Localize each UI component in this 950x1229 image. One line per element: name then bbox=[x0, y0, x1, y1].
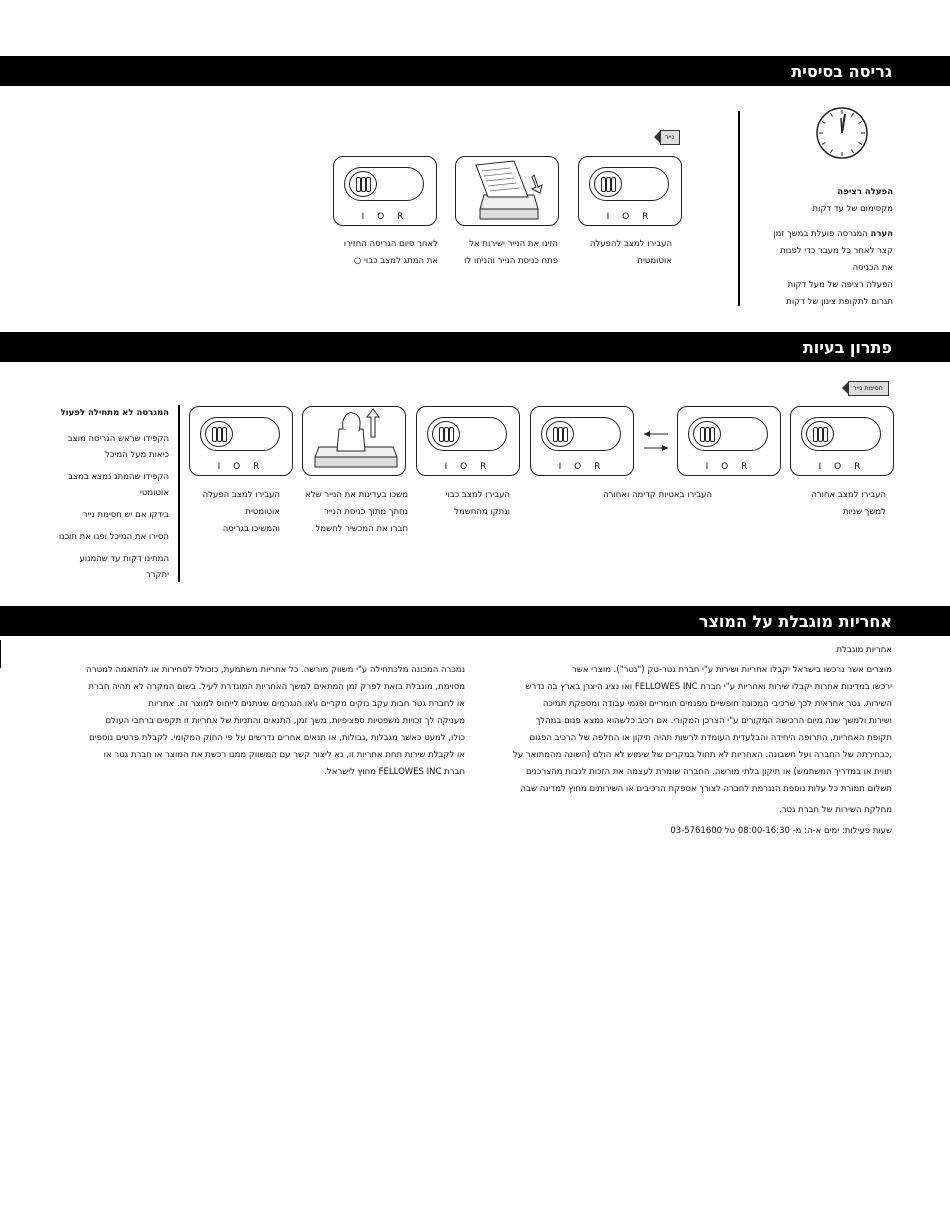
section-title-warranty: אחריות מוגבלת על המוצר bbox=[698, 612, 892, 631]
switch-pill bbox=[688, 417, 768, 451]
shredder-feed-icon bbox=[456, 157, 556, 223]
switch-knob bbox=[546, 421, 574, 447]
trouble-step-caption-2: העבירו באטיות קדימה ואחורה bbox=[603, 490, 712, 500]
switch-label: I O R bbox=[444, 462, 492, 472]
left-edge-mark bbox=[0, 640, 1, 668]
cooldown-line: תגרום לתקופת צינון של דקות bbox=[786, 297, 893, 307]
service-dept: מחלקת השירות של חברת גטר. bbox=[779, 805, 892, 815]
back-forth-arrows-icon bbox=[640, 426, 672, 456]
switch-off-unplug-illustration bbox=[416, 406, 520, 476]
switch-pill bbox=[541, 417, 621, 451]
basic-step-caption-1: העבירו למצב להפעלה אוטומטית bbox=[589, 239, 672, 266]
switch-knob bbox=[205, 421, 233, 447]
switch-knob bbox=[349, 171, 377, 197]
switch-knob bbox=[693, 421, 721, 447]
warranty-text-right: מוצרים אשר נרכשו בישראל יקבלו אחריות ושירות ע"י חברת גטר-טק ("גטר"). מוצרי אשר ירכשו במדינות אחרות יקבלו שירות ואחריות ע"י חברת FELLOWES INC ואו נציג היצרן בארץ בה נדרש השירות. גטר אחראית לכך שרכיבי המכונה חופשיים מפגמים חומריים ופגמי עבודה ומספקת תמיכה ושירות ולמשך שנה מיום הרכישה המקורים ע"י הצרכן המקורי. אם רכיב כלשהוא נמצא פגום במהלך תקופת האחריות, התרופה היחידה והבלעדית העומדת לרשות תהיה תיקון או החלפה של הרכיב הפגום ,כבחירתה של החברה ועל חשבונה. האחריות לא תחול במקרים של שימוש לא הולם (השונה מהמתואר על תווית או במדריך המשתמש) או תיקון בלתי מורשה. החברה שומרת לעצמה את הזכות לגבות מהצרכנים תשלום תמורת כל עלות נוספת הנגרמת לחברה לצורך אספקת הרכיבים או השירותים מחוץ למדינה שבה מחלקת השירות של חברת גטר. שעות פעילות: ימים א-ה: מ- 08:00-16:30 טל 03-5761600 bbox=[470, 662, 892, 840]
switch-pill bbox=[200, 417, 280, 451]
divider-trouble bbox=[178, 405, 180, 582]
trouble-step-caption-5: העבירו למצב הפעלה אוטומטית והמשיכו בגריסה bbox=[202, 490, 280, 534]
switch-off-illustration bbox=[333, 156, 437, 226]
continuous-title: הפעלה רציפה bbox=[837, 187, 893, 197]
note-title: הערה bbox=[870, 229, 893, 239]
note-line3: את הכניסה bbox=[852, 263, 893, 273]
switch-label: I O R bbox=[606, 212, 654, 222]
note-line2: קצר לאחר כל מעבר כדי לפנות bbox=[780, 246, 893, 256]
divider-basic bbox=[738, 111, 740, 306]
switch-knob bbox=[432, 421, 460, 447]
switch-pill bbox=[344, 167, 424, 201]
feed-paper-illustration bbox=[455, 156, 559, 226]
hand-pull-paper-icon bbox=[303, 407, 403, 473]
switch-knob bbox=[806, 421, 834, 447]
pull-paper-illustration bbox=[302, 406, 406, 476]
switch-label: I O R bbox=[818, 462, 866, 472]
jam-tag: חסימת נייר bbox=[848, 381, 889, 396]
switch-pill bbox=[589, 167, 669, 201]
continuous-over: הפעלה רציפה של מעל דקות bbox=[787, 280, 893, 290]
section-header-trouble bbox=[0, 332, 950, 362]
switch-label: I O R bbox=[558, 462, 606, 472]
service-hours: שעות פעילות: ימים א-ה: מ- 08:00-16:30 טל 03-5761600 bbox=[670, 826, 892, 836]
section-title-basic: גריסה בסיסית bbox=[791, 62, 892, 81]
switch-rock-illustration bbox=[530, 406, 634, 476]
switch-reverse-illustration bbox=[790, 406, 894, 476]
switch-label: I O R bbox=[361, 212, 409, 222]
section-title-trouble: פתרון בעיות bbox=[802, 338, 892, 357]
warranty-text-left: נמכרה המכונה מלכתחילה ע"י משווק מורשה. כל אחריות משתמעת, כוכולל לסחירות או להתאמה למטרה מסוימת, מוגבלת בזאת לפרק זמן המתאים למשך האחריות המוגדרת לעיל. בשום המקרה לא תהיה חברת או לחברת גטר חבות עקב נזקים מקריים ו\או הנגרמים שניתנים לייחוס למוצר זה. אחריות מעניקה לך זכויות משפטיות ספציפיות. משך זמן, התנאים והתניות של אחריות זו תקפים ברחבי העולם כולו, למעט כאשר מגבלות ,גבולות, או תנאים אחרים נדרשים על פי החוק המקומי. לקבלת פרטים נוספים או לקבלת שירות תחת אחריות זו, נא ליצור קשר עם המשווק ממנו רכשת את המוצר או חברת גטר או חברת FELLOWES INC מחוץ לישראל. bbox=[86, 665, 465, 777]
trouble-step-caption-3: העבירו למצב כבוי ונתקו מהחשמל bbox=[445, 490, 510, 517]
basic-step-caption-2: הזינו את הנייר ישירות אל פתח כניסת הנייר והניחו לו bbox=[464, 239, 558, 266]
warranty-subtitle: אחריות מוגבלת bbox=[836, 645, 892, 655]
switch-pill bbox=[801, 417, 881, 451]
switch-label: I O R bbox=[705, 462, 753, 472]
continuous-max: מקסימום של עד דקות bbox=[812, 204, 893, 214]
trouble-step-caption-1: העבירו למצב אחורה למשך שניות bbox=[811, 490, 886, 517]
switch-auto-illustration bbox=[578, 156, 682, 226]
switch-auto-resume-illustration bbox=[189, 406, 293, 476]
paper-tag: נייר bbox=[660, 130, 680, 145]
switch-knob bbox=[594, 171, 622, 197]
off-circle-icon: ○ bbox=[353, 256, 362, 266]
section-header-warranty bbox=[0, 606, 950, 636]
basic-step-caption-3: לאחר סיום הגריסה החזירו את המתג למצב כבוי ○ bbox=[343, 239, 438, 266]
note-line1: הערה המגרסה פועלת במשך זמן bbox=[773, 229, 893, 239]
switch-label: I O R bbox=[217, 462, 265, 472]
not-starting-title: המגרסה לא מתחילה לפעול bbox=[60, 408, 169, 418]
switch-forward-illustration bbox=[677, 406, 781, 476]
section-header-basic bbox=[0, 56, 950, 86]
switch-pill bbox=[427, 417, 507, 451]
continuous-operation-notes bbox=[693, 184, 893, 311]
clock-icon bbox=[815, 106, 869, 160]
not-starting-notes: המגרסה לא מתחילה לפעול הקפידו שראש הגריסה מוצב כיאות מעל המיכל הקפידו שהמתג נמצא במצב אוטומטי בידקו אם יש חסימת נייר הסירו את המיכל ופנו את תוכנו המתינו דקות עד שהמנוע יתקרר bbox=[40, 405, 169, 583]
trouble-step-caption-4: משכו בעדינות את הנייר שלא נחתך מתוך כניסת הנייר חברו את המכשיר לחשמל bbox=[305, 490, 408, 534]
